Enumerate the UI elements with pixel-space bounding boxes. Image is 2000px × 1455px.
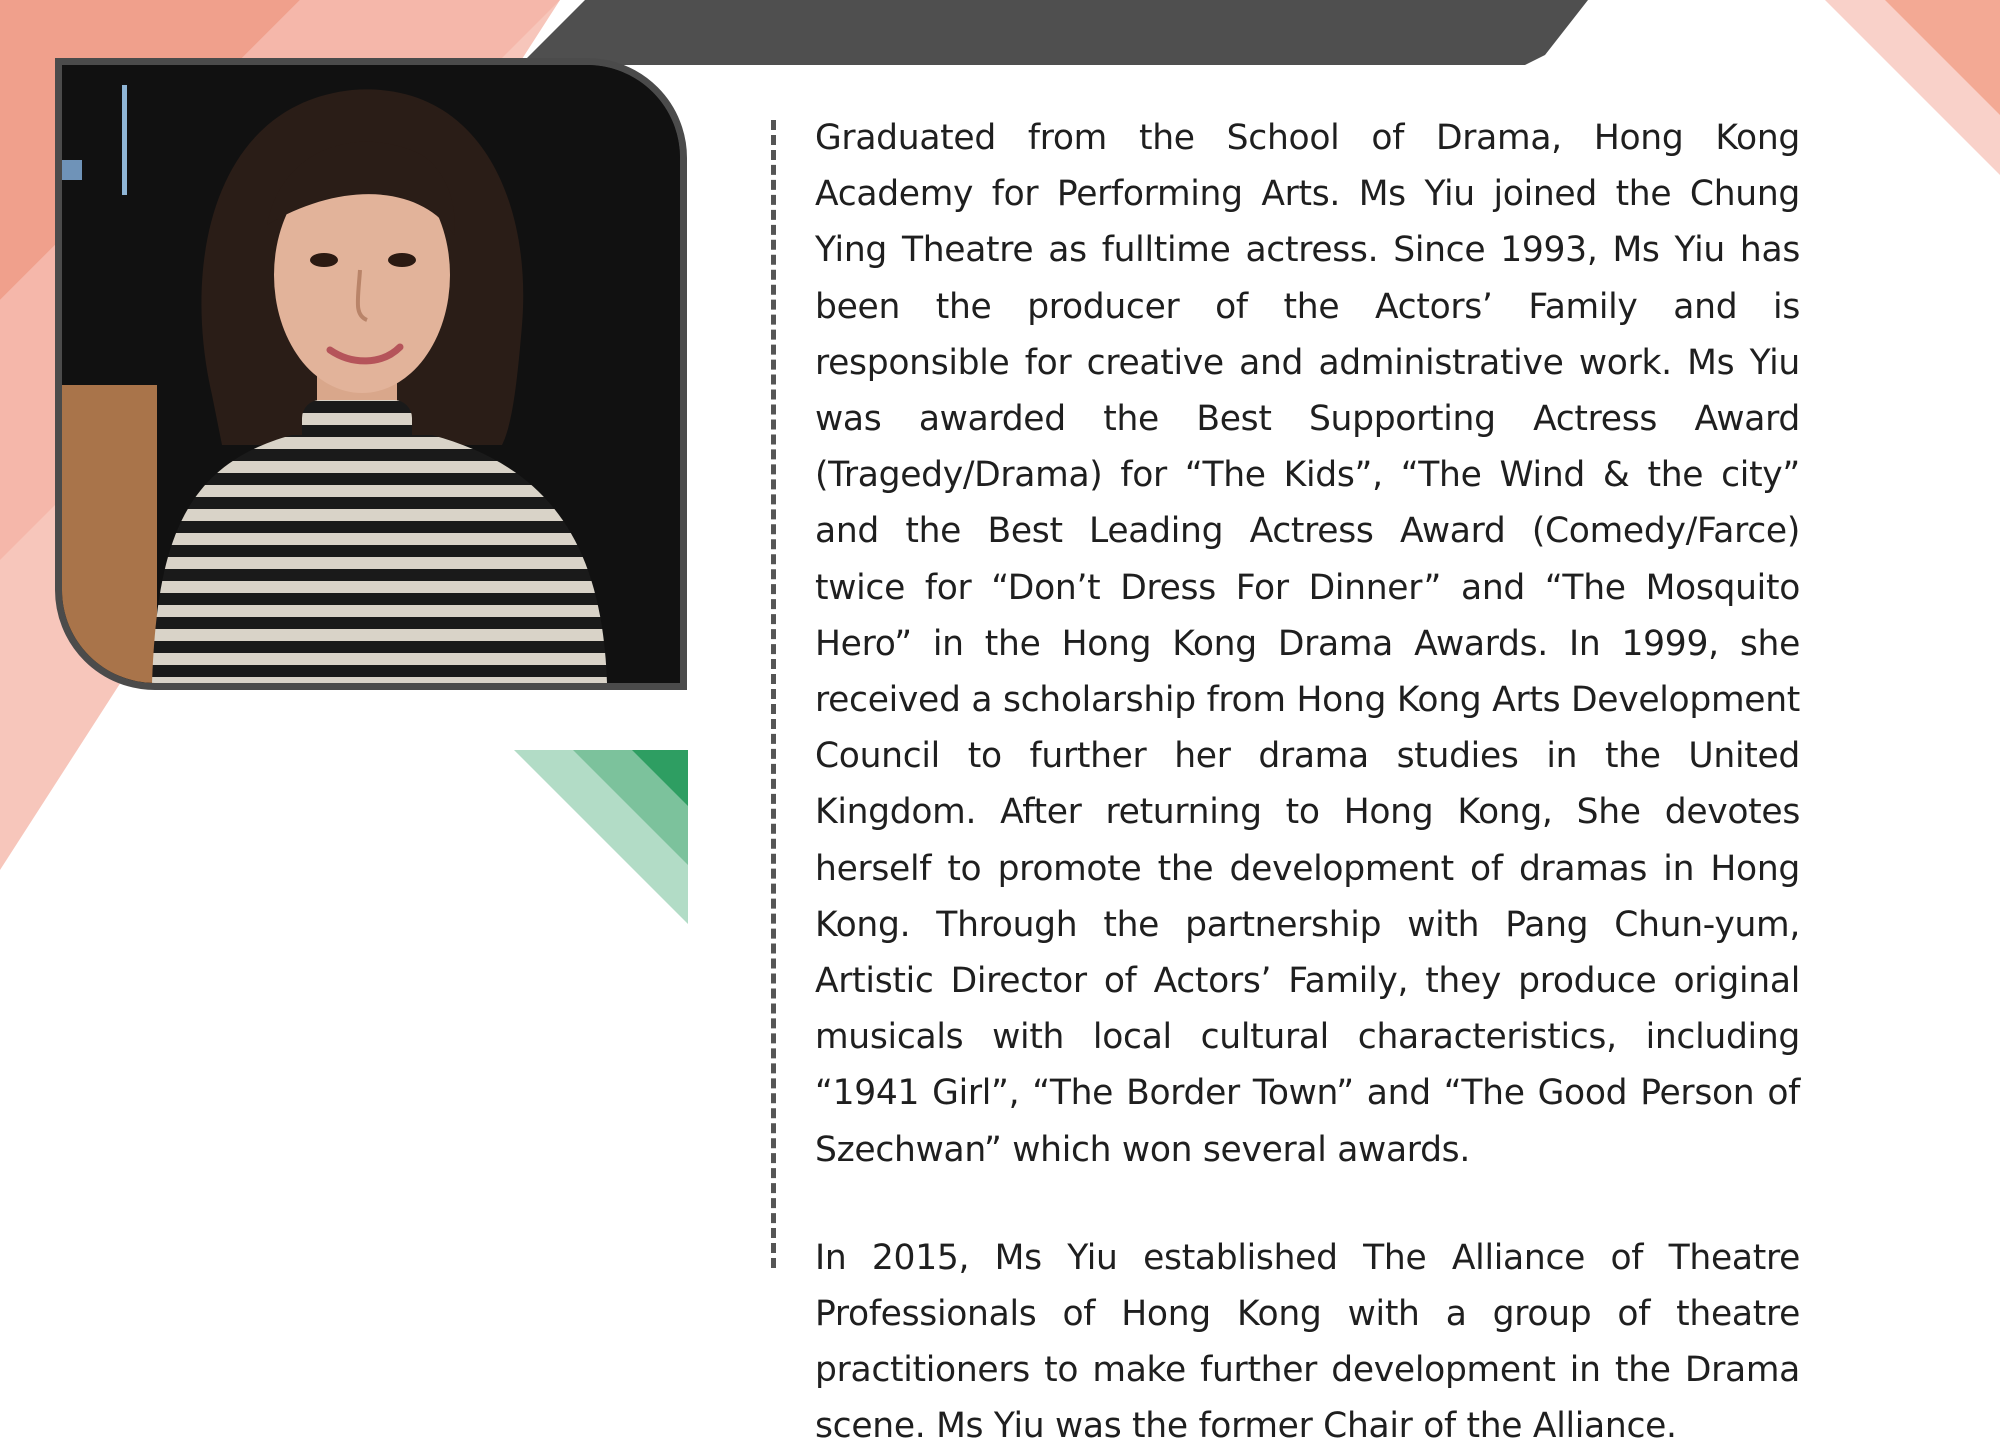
bio-paragraph-2: In 2015, Ms Yiu established The Alliance of Theatre Professionals of Hong Kong with a group of theatre practitioners to make further development in the Drama scene. Ms Yiu was the former Chair of the Alliance. [815,1237,1800,1447]
biography [815,110,1800,1455]
portrait-photo [55,58,687,690]
portrait-photo-icon [62,65,680,683]
dashed-vertical-line [771,120,776,1268]
bio-paragraph-1: Graduated from the School of Drama, Hong Kong Academy for Performing Arts. Ms Yiu joined the Chung Ying Theatre as fulltime actress. Since 1993, Ms Yiu has been the producer of the Actors’ Family and is responsible for creative and administrative work. Ms Yiu was awarded the Best Supporting Actress Award (Tragedy/Drama) for “The Kids”, “The Wind & the city” and the Best Leading Actress Award (Comedy/Farce) twice for “Don’t Dress For Dinner” and “The Mosquito Hero” in the Hong Kong Drama Awards. In 1999, she received a scholarship from Hong Kong Arts Development Council to further her drama studies in the United Kingdom. After returning to Hong Kong, She devotes herself to promote the development of dramas in Hong Kong. Through the partnership with Pang Chun-yum, Artistic Director of Actors’ Family, they produce original musicals with local cultural characteristics, including “1941 Girl”, “The Border Town” and “The Good Person of Szechwan” which won several awards. [815,118,1800,1170]
top-gray-band [520,0,1588,65]
